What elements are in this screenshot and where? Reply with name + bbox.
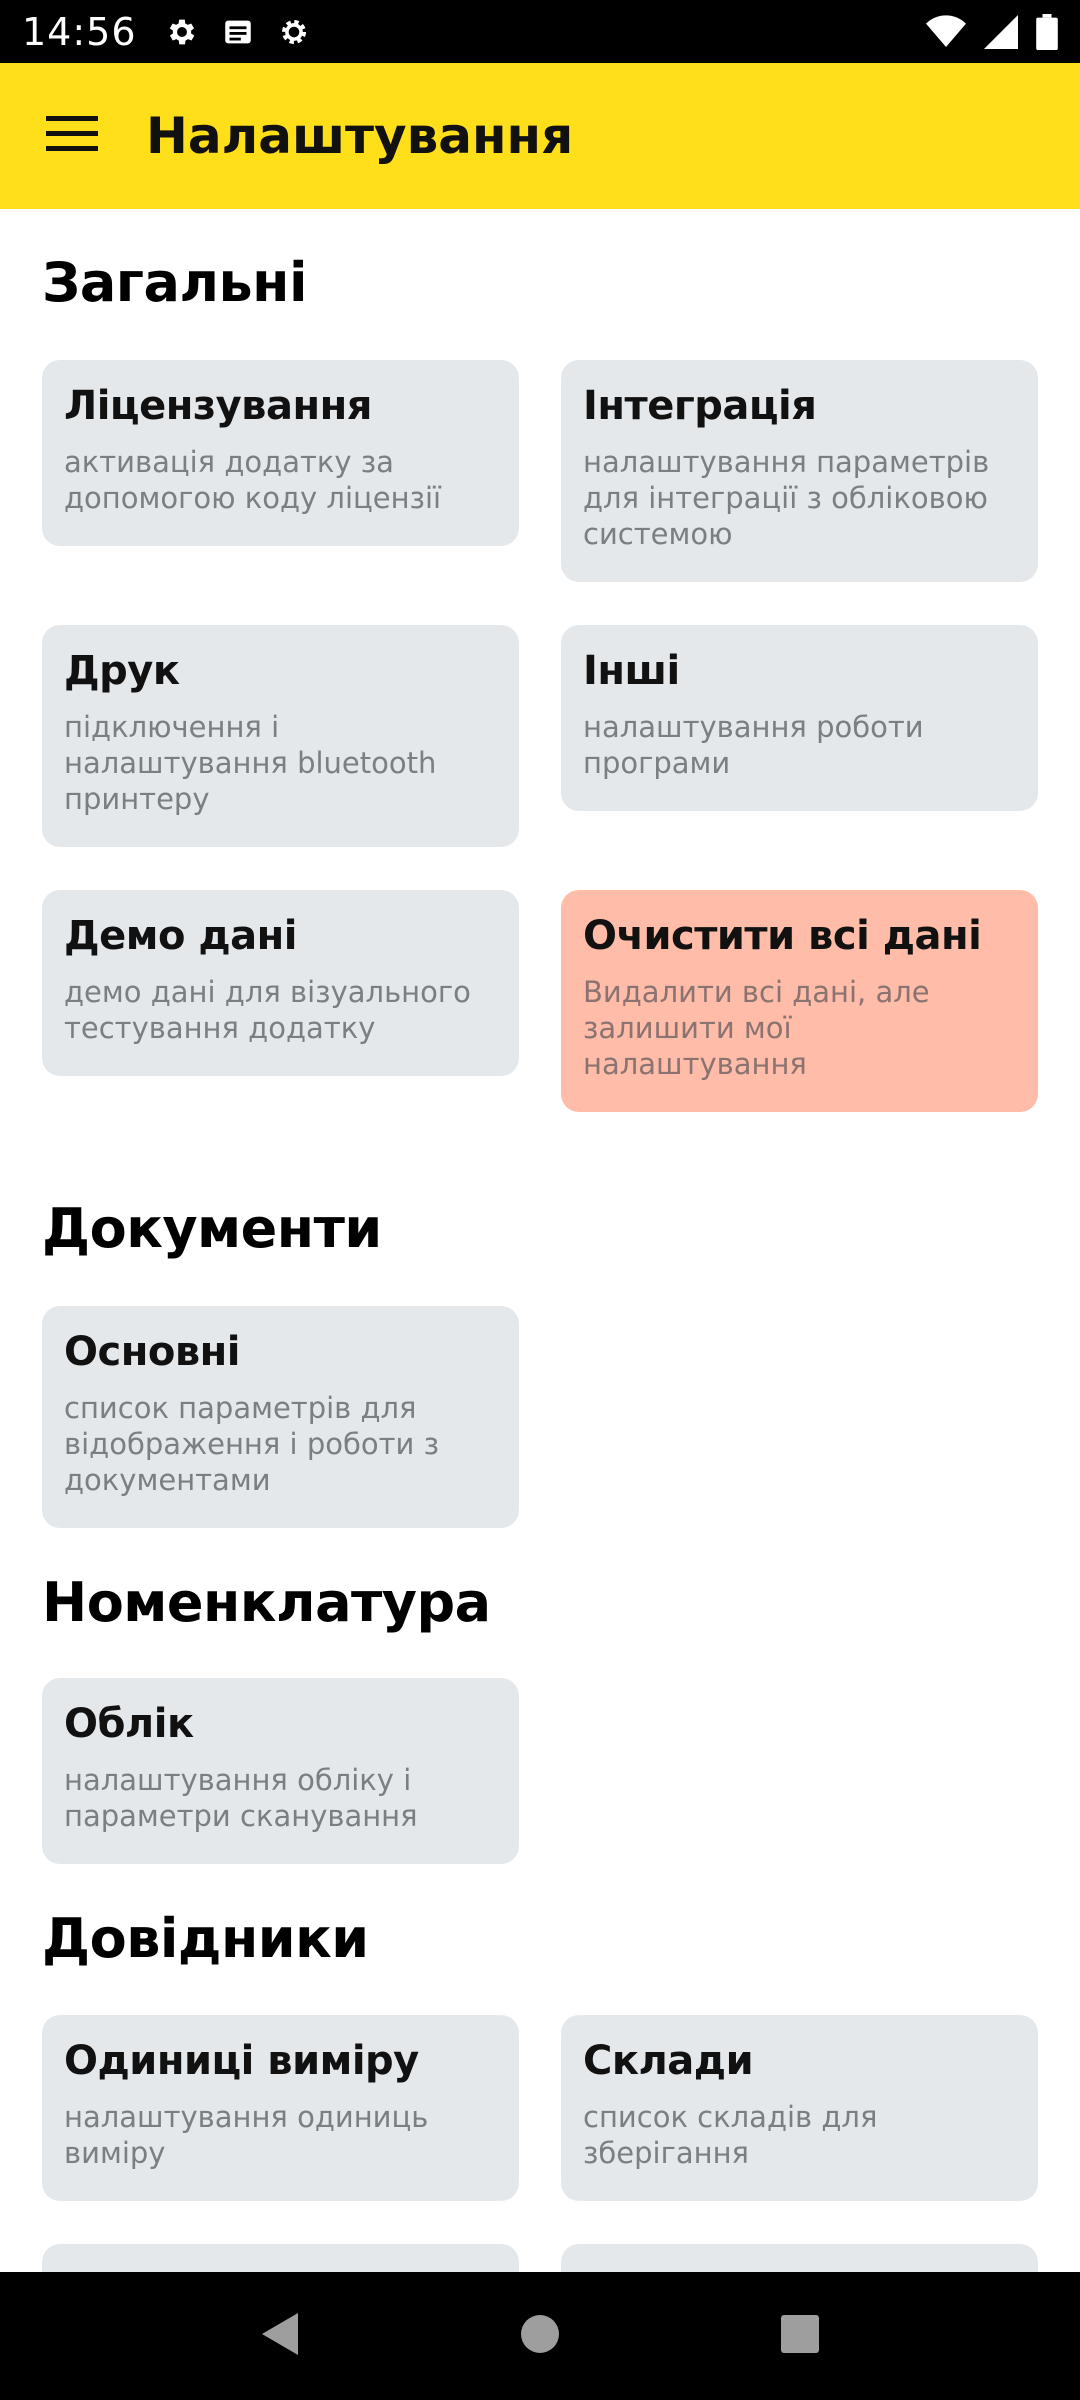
card-title: Очистити всі дані <box>583 913 982 959</box>
card-printing[interactable] <box>42 625 519 847</box>
card-title: Основні <box>64 1329 240 1375</box>
card-title: Ліцензування <box>64 383 372 429</box>
notification-icon <box>221 15 255 49</box>
battery-icon <box>1036 14 1058 50</box>
status-icons-left <box>165 15 311 49</box>
card-title: Друк <box>64 648 180 694</box>
back-button[interactable] <box>230 2286 330 2386</box>
card-other[interactable] <box>561 625 1038 811</box>
card-description: налаштування одиниць виміру <box>64 2100 429 2170</box>
recents-icon <box>780 2314 820 2358</box>
card-description: Видалити всі дані, але залишити мої налаштування <box>583 975 930 1081</box>
home-button[interactable] <box>490 2286 590 2386</box>
section-title-nomenclature: Номенклатура <box>42 1571 491 1634</box>
status-time: 14:56 <box>22 9 137 54</box>
card-title: Одиниці виміру <box>64 2038 419 2084</box>
page-title: Налаштування <box>146 107 574 165</box>
card-partial-right[interactable] <box>561 2244 1038 2272</box>
status-bar <box>0 0 1080 63</box>
card-documents-main[interactable] <box>42 1306 519 1528</box>
card-description: налаштування параметрів для інтеграції з обліковою системою <box>583 445 990 551</box>
section-title-documents: Документи <box>42 1197 382 1260</box>
card-warehouses[interactable] <box>561 2015 1038 2201</box>
card-description: налаштування роботи програми <box>583 710 924 780</box>
card-title: Інші <box>583 648 680 694</box>
menu-button[interactable] <box>20 84 124 188</box>
card-title: Демо дані <box>64 913 297 959</box>
gear-icon <box>165 15 199 49</box>
signal-icon <box>984 15 1018 49</box>
card-title: Склади <box>583 2038 754 2084</box>
card-description: активація додатку за допомогою коду ліцензії <box>64 445 442 515</box>
card-demo-data[interactable] <box>42 890 519 1076</box>
card-licensing[interactable] <box>42 360 519 546</box>
status-icons-right <box>926 14 1058 50</box>
card-description: налаштування обліку і параметри сканування <box>64 1763 418 1833</box>
card-description: список складів для зберігання <box>583 2100 878 2170</box>
card-partial-left[interactable] <box>42 2244 519 2272</box>
section-title-directories: Довідники <box>42 1907 369 1970</box>
section-title-general: Загальні <box>42 251 307 314</box>
wifi-icon <box>926 15 966 49</box>
navigation-bar <box>0 2272 1080 2400</box>
app-bar <box>0 63 1080 209</box>
hamburger-menu-icon <box>46 114 98 158</box>
back-icon <box>258 2311 302 2361</box>
card-units[interactable] <box>42 2015 519 2201</box>
recents-button[interactable] <box>750 2286 850 2386</box>
gear-icon <box>277 15 311 49</box>
card-title: Облік <box>64 1701 194 1747</box>
card-clear-all-data[interactable] <box>561 890 1038 1112</box>
card-accounting[interactable] <box>42 1678 519 1864</box>
card-description: демо дані для візуального тестування додатку <box>64 975 471 1045</box>
home-icon <box>520 2314 560 2358</box>
card-title: Інтеграція <box>583 383 817 429</box>
card-integration[interactable] <box>561 360 1038 582</box>
card-description: список параметрів для відображення і роботи з документами <box>64 1391 439 1497</box>
card-description: підключення і налаштування bluetooth принтеру <box>64 710 437 816</box>
settings-list[interactable] <box>0 209 1080 2272</box>
